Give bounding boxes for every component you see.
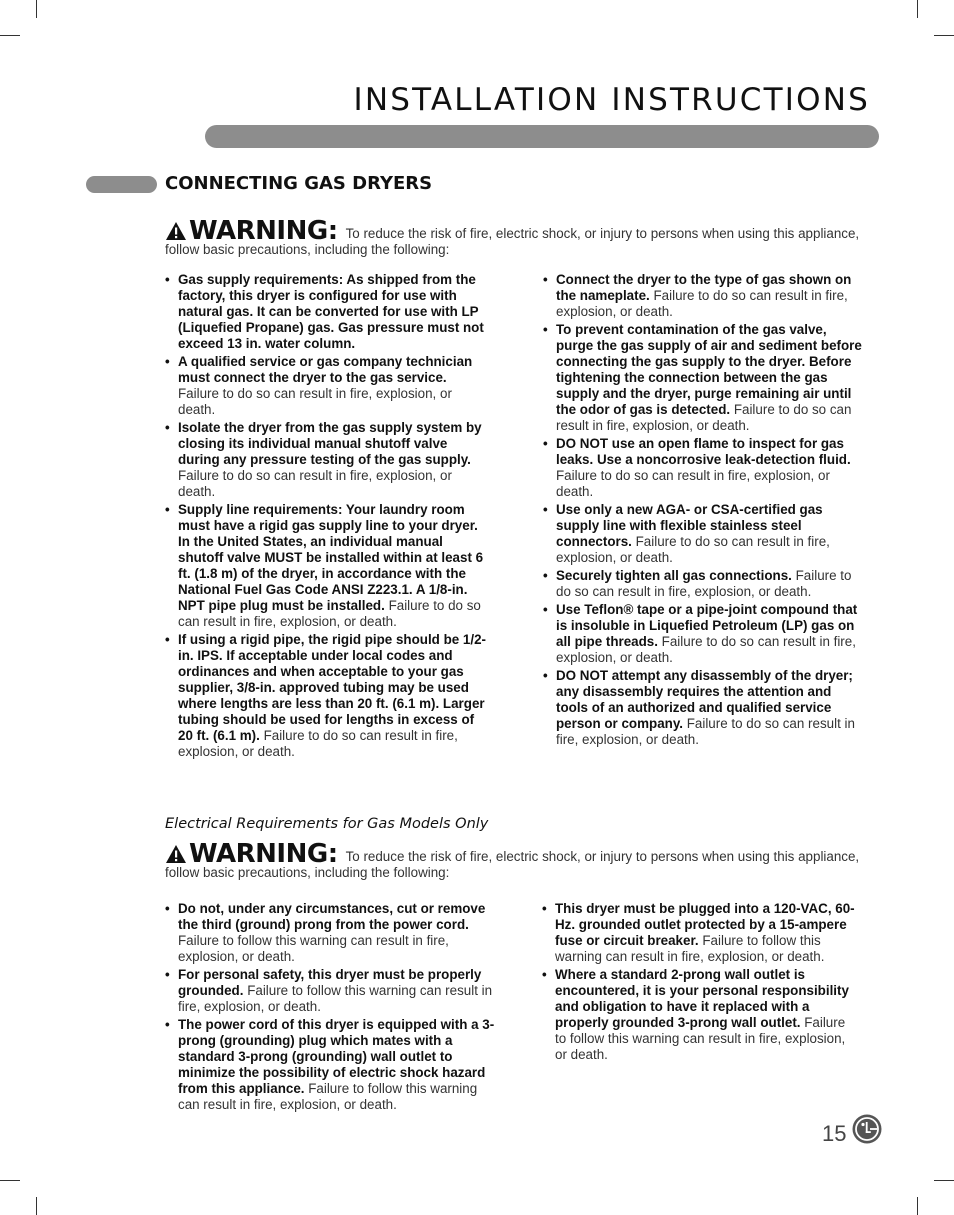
item-bold-text: Gas supply requirements: As shipped from the factory, this dryer is configured for use with natural gas. It can be converted for use with LP (Liquefied Propane) gas. Gas pressure must not exceed 13 in. water column.: [178, 272, 484, 351]
item-bold-text: To prevent contamination of the gas valve, purge the gas supply of air and sediment before connecting the gas supply to the dryer. Before tightening the connection between the gas supply and the dryer, purge remaining air until the odor of gas is detected.: [556, 322, 862, 417]
bullet: •: [543, 502, 548, 517]
item-normal-text: Failure to do so can result in fire, explosion, or death.: [556, 534, 830, 565]
page-title: INSTALLATION INSTRUCTIONS: [353, 82, 870, 118]
item-bold-text: Where a standard 2-prong wall outlet is encountered, it is your personal responsibility and obligation to have it replaced with a properly grounded 3-prong wall outlet.: [555, 967, 849, 1030]
section-title: CONNECTING GAS DRYERS: [165, 173, 433, 194]
crop-mark: [0, 35, 20, 36]
bullet: •: [542, 901, 547, 916]
list-item: [165, 502, 487, 630]
list-item: [542, 967, 860, 1063]
list-item: [543, 322, 863, 434]
gas-requirements-left-list: [165, 272, 487, 762]
lg-logo-icon: [852, 1114, 882, 1144]
bullet: •: [543, 568, 548, 583]
bullet: •: [165, 632, 170, 647]
item-normal-text: Failure to do so can result in fire, explosion, or death.: [556, 568, 852, 599]
item-bold-text: Do not, under any circumstances, cut or remove the third (ground) prong from the power cord.: [178, 901, 486, 932]
list-item: [165, 901, 495, 965]
list-item: [542, 901, 860, 965]
crop-mark: [36, 0, 37, 18]
item-bold-text: Securely tighten all gas connections.: [556, 568, 792, 583]
bullet: •: [543, 602, 548, 617]
bullet: •: [165, 1017, 170, 1032]
list-item: [543, 602, 863, 666]
bullet: •: [542, 967, 547, 982]
warning-text: To reduce the risk of fire, electric shock, or injury to persons when using this appliance, follow basic precautions, including the following:: [165, 849, 860, 880]
bullet: •: [165, 272, 170, 287]
list-item: [165, 1017, 495, 1113]
page-number: 15: [822, 1121, 847, 1146]
warning-triangle-icon: [165, 221, 187, 241]
item-normal-text: Failure to do so can result in fire, explosion, or death.: [178, 468, 452, 499]
list-item: [165, 354, 487, 418]
item-normal-text: Failure to do so can result in fire, explosion, or death.: [556, 468, 830, 499]
item-bold-text: DO NOT use an open flame to inspect for gas leaks. Use a noncorrosive leak-detection fluid.: [556, 436, 851, 467]
bullet: •: [165, 967, 170, 982]
item-bold-text: Use only a new AGA- or CSA-certified gas supply line with flexible stainless steel connectors.: [556, 502, 823, 549]
electrical-requirements-right-list: [542, 901, 860, 1065]
list-item: [543, 668, 863, 748]
item-normal-text: Failure to follow this warning can result in fire, explosion, or death.: [178, 933, 449, 964]
item-bold-text: Supply line requirements: Your laundry room must have a rigid gas supply line to your dryer. In the United States, an individual manual shutoff valve MUST be installed within at least 6 ft. (1.8 m) of the dryer, in accordance with the National Fuel Gas Code ANSI Z223.1. A 1/8-in. NPT pipe plug must be installed.: [178, 502, 484, 613]
item-normal-text: Failure to follow this warning can result in fire, explosion, or death.: [178, 983, 493, 1014]
list-item: [165, 272, 487, 352]
warning-block-gas: [165, 216, 865, 258]
list-item: [543, 272, 863, 320]
list-item: [543, 436, 863, 500]
item-normal-text: Failure to do so can result in fire, explosion, or death.: [556, 716, 855, 747]
item-normal-text: Failure to do so can result in fire, explosion, or death.: [178, 728, 458, 759]
item-bold-text: If using a rigid pipe, the rigid pipe should be 1/2-in. IPS. If acceptable under local codes and ordinances and when acceptable to your gas supplier, 3/8-in. approved tubing may be used where lengths are less than 20 ft. (6.1 m). Larger tubing should be used for lengths in excess of 20 ft. (6.1 m).: [178, 632, 487, 743]
warning-text: To reduce the risk of fire, electric shock, or injury to persons when using this appliance, follow basic precautions, including the following:: [165, 226, 860, 257]
item-normal-text: Failure to do so can result in fire, explosion, or death.: [178, 598, 481, 629]
item-bold-text: For personal safety, this dryer must be properly grounded.: [178, 967, 482, 998]
item-normal-text: Failure to follow this warning can result in fire, explosion, or death.: [555, 1015, 846, 1062]
list-item: [543, 568, 863, 600]
item-bold-text: A qualified service or gas company technician must connect the dryer to the gas service.: [178, 354, 473, 385]
title-bar: [205, 125, 879, 148]
item-bold-text: This dryer must be plugged into a 120-VAC, 60-Hz. grounded outlet protected by a 15-ampere fuse or circuit breaker.: [555, 901, 855, 948]
bullet: •: [543, 668, 548, 683]
electrical-heading: Electrical Requirements for Gas Models Only: [165, 816, 489, 832]
bullet: •: [543, 322, 548, 337]
item-normal-text: Failure to do so can result in fire, explosion, or death.: [556, 288, 848, 319]
item-bold-text: The power cord of this dryer is equipped with a 3-prong (grounding) plug which mates with a standard 3-prong (grounding) wall outlet to minimize the possibility of electric shock hazard from this appliance.: [178, 1017, 495, 1096]
list-item: [165, 632, 487, 760]
warning-block-electrical: [165, 839, 865, 881]
list-item: [543, 502, 863, 566]
item-normal-text: Failure to do so can result in fire, explosion, or death.: [178, 386, 452, 417]
bullet: •: [165, 420, 170, 435]
gas-requirements-right-list: [543, 272, 863, 750]
list-item: [165, 420, 487, 500]
crop-mark: [934, 35, 954, 36]
crop-mark: [0, 1180, 20, 1181]
section-pill: [86, 176, 157, 193]
item-bold-text: Use Teflon® tape or a pipe-joint compound that is insoluble in Liquefied Petroleum (LP) gas on all pipe threads.: [556, 602, 858, 649]
bullet: •: [543, 272, 548, 287]
bullet: •: [165, 502, 170, 517]
crop-mark: [917, 1197, 918, 1215]
item-normal-text: Failure to follow this warning can result in fire, explosion, or death.: [178, 1081, 478, 1112]
electrical-requirements-left-list: [165, 901, 495, 1115]
warning-label: WARNING:: [189, 216, 338, 246]
warning-label: WARNING:: [189, 839, 338, 869]
bullet: •: [165, 901, 170, 916]
item-normal-text: Failure to do so can result in fire, explosion, or death.: [556, 402, 852, 433]
crop-mark: [36, 1197, 37, 1215]
bullet: •: [543, 436, 548, 451]
item-normal-text: Failure to follow this warning can result in fire, explosion, or death.: [555, 933, 825, 964]
item-bold-text: Isolate the dryer from the gas supply system by closing its individual manual shutoff valve during any pressure testing of the gas supply.: [178, 420, 482, 467]
item-bold-text: Connect the dryer to the type of gas shown on the nameplate.: [556, 272, 852, 303]
item-normal-text: Failure to do so can result in fire, explosion, or death.: [556, 634, 856, 665]
warning-triangle-icon: [165, 844, 187, 864]
crop-mark: [934, 1180, 954, 1181]
bullet: •: [165, 354, 170, 369]
list-item: [165, 967, 495, 1015]
item-bold-text: DO NOT attempt any disassembly of the dryer; any disassembly requires the attention and tools of an authorized and qualified service person or company.: [556, 668, 853, 731]
crop-mark: [917, 0, 918, 18]
